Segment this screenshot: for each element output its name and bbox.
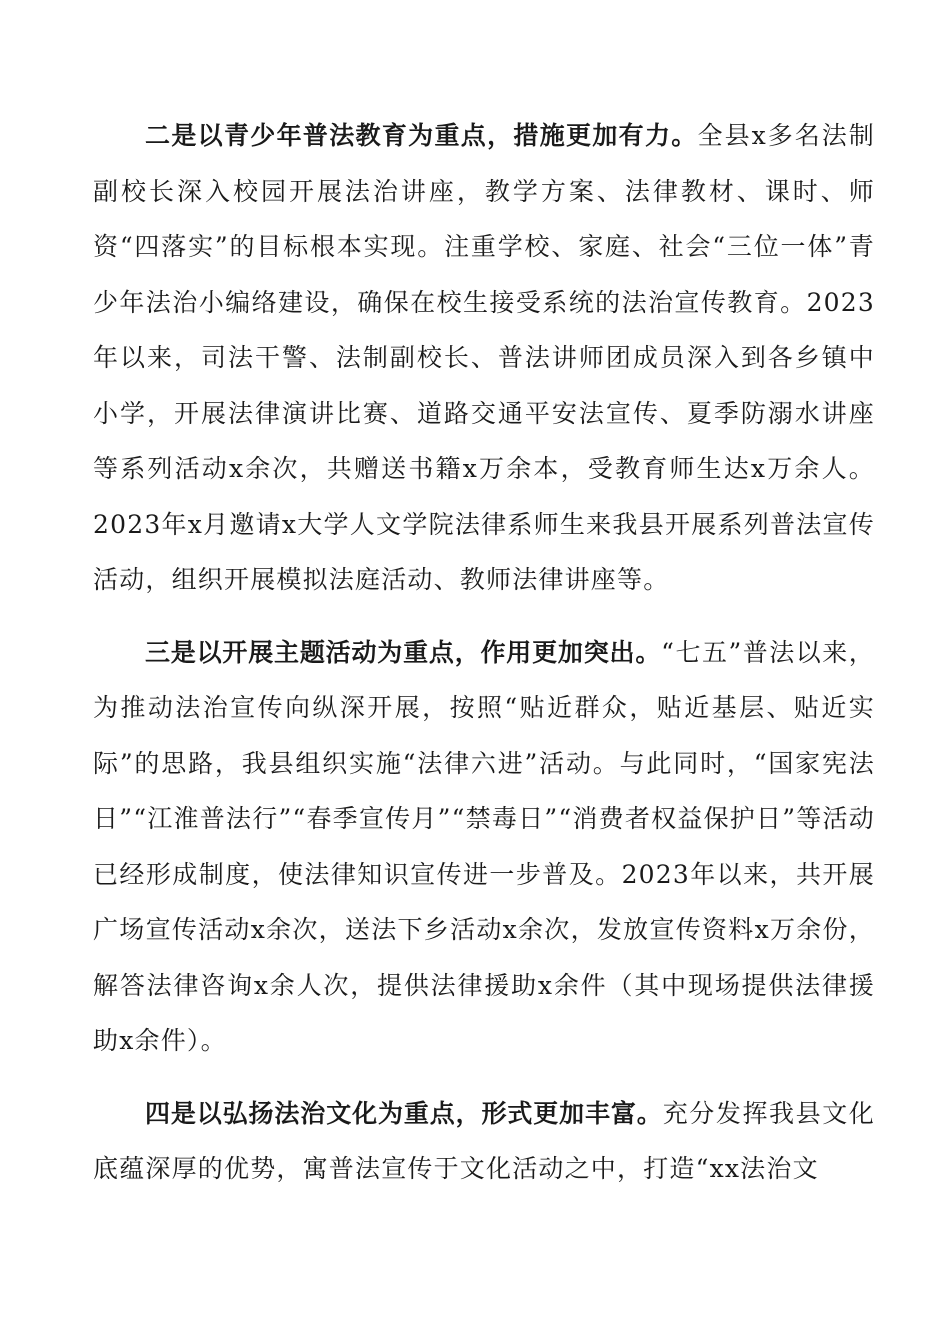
paragraph-heading: 三是以开展主题活动为重点，作用更加突出。 bbox=[145, 637, 662, 667]
paragraph-body: 全县x多名法制副校长深入校园开展法治讲座，教学方案、法律教材、课时、师资“四落实”的目标根本实现。注重学校、家庭、社会“三位一体”青少年法治小编络建设，确保在校生接受系统的法治宣传教育。2023年以来，司法干警、法制副校长、普法讲师团成员深入到各乡镇中小学，开展法律演讲比赛、道路交通平安法宣传、夏季防溺水讲座等系列活动x余次，共赠送书籍x万余本，受教育师生达x万余人。2023年x月邀请x大学人文学院法律系师生来我县开展系列普法宣传活动，组织开展模拟法庭活动、教师法律讲座等。 bbox=[93, 121, 875, 594]
paragraph-heading: 四是以弘扬法治文化为重点，形式更加丰富。 bbox=[145, 1098, 663, 1128]
paragraph-body: 充分发挥我县文化底蕴深厚的优势，寓普法宣传于文化活动之中，打造“xx法治文 bbox=[93, 1098, 875, 1183]
paragraph-youth-legal-education bbox=[93, 108, 875, 608]
paragraph-theme-activities bbox=[93, 625, 875, 1069]
paragraph-legal-culture bbox=[93, 1086, 875, 1197]
paragraph-body: “七五”普法以来，为推动法治宣传向纵深开展，按照“贴近群众，贴近基层、贴近实际”的思路，我县组织实施“法律六进”活动。与此同时，“国家宪法日”“江淮普法行”“春季宣传月”“禁毒日”“消费者权益保护日”等活动已经形成制度，使法律知识宣传进一步普及。2023年以来，共开展广场宣传活动x余次，送法下乡活动x余次，发放宣传资料x万余份，解答法律咨询x余人次，提供法律援助x余件（其中现场提供法律援助x余件）。 bbox=[93, 637, 875, 1055]
paragraph-heading: 二是以青少年普法教育为重点，措施更加有力。 bbox=[145, 121, 698, 150]
document-page bbox=[93, 108, 875, 1214]
